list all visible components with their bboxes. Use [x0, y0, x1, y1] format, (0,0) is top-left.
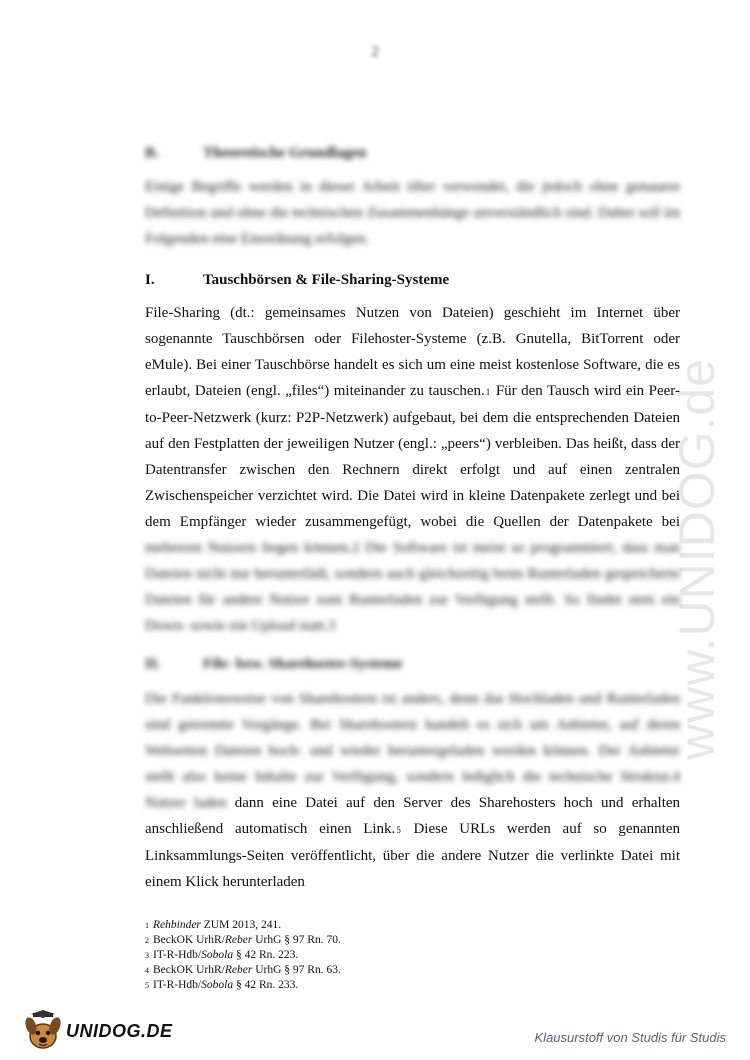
slogan: Klausurstoff von Studis für Studis: [534, 1030, 726, 1045]
section-1-text-a: File-Sharing (dt.: gemeinsames Nutzen von Dateien) geschieht im Internet über sogenannte Tauschbörsen oder Filehoster-Systeme (z.B. Gnutella, BitTorrent oder eMule). Bei einer Tauschbörse handelt es sich um eine meist kostenlose Software, die es erlaubt, Dateien (engl. „files“) miteinander zu tauschen.: [145, 305, 680, 399]
footnote-prefix: BeckOK UrhR/: [153, 964, 225, 976]
section-b-heading: [145, 145, 366, 162]
footnote-ref-1: 1: [485, 387, 491, 397]
page-number: 2: [371, 44, 379, 60]
section-1-heading: [145, 272, 449, 289]
watermark-text: www.UNIDOG.de: [669, 358, 725, 760]
section-b-number: B.: [145, 145, 159, 161]
section-2-blurred-text: Die Funktionsweise von Sharehostern ist anders, denn das Hochladen und Runterladen sind getrennte Vorgänge. Bei Sharehostern handelt es sich um Anbieter, auf deren Webseiten Dateien hoch- und wieder heruntergeladen werden können. Der Anbieter stellt also keine Inhalte zur Verfügung, sondern lediglich die technische Struktur.4 Nutzer laden: [145, 691, 680, 811]
section-1-blurred-text: mehreren Nutzern liegen können.2 Die Software ist meist so programmiert, dass man Dateien nicht nur herunterlädt, sondern auch gleichzeitig beim Runterladen gespeicherte Dateien für andere Nutzer zum Runterladen zur Verfügung stellt. So findet stets ein Down- sowie ein Upload statt.3: [145, 540, 680, 634]
footnote-rest: UrhG § 97 Rn. 70.: [252, 934, 341, 946]
footnote: [145, 978, 645, 993]
section-2-title: File- bzw. Sharehoster-Systeme: [203, 656, 403, 672]
section-2-heading: [145, 656, 403, 673]
footnote: [145, 918, 645, 933]
footnote-author: Rehbinder: [153, 919, 201, 931]
footnote-author: Reber: [224, 964, 253, 976]
section-1-text-b: Für den Tausch wird ein Peer-to-Peer-Netzwerk (kurz: P2P-Netzwerk) aufgebaut, bei dem die entsprechenden Dateien auf den Festplatten der jeweiligen Nutzer (engl.: „peers“) verbleiben. Das heißt, dass der Datentransfer zwischen den Rechnern direkt erfolgt und auf einen zentralen Zwischenspeicher verzichtet wird. Die Datei wird in kleine Datenpakete zerlegt und bei dem Empfänger wieder zusammengefügt, wobei die Quellen der Datenpakete bei: [145, 383, 680, 530]
footnote: [145, 948, 645, 963]
footnote-rest: UrhG § 97 Rn. 63.: [252, 964, 341, 976]
footnote-author: Sobola: [201, 979, 234, 991]
section-2-text-a: dann eine Datei auf den Server des Sharehosters hoch und erhalten anschließend automatisch einen Link.: [145, 795, 681, 837]
footnote-number: 5: [145, 981, 149, 990]
footnote-rest: § 42 Rn. 233.: [233, 979, 299, 991]
footnote-number: 2: [145, 936, 149, 945]
footnote-rest: ZUM 2013, 241.: [200, 919, 282, 931]
section-2-paragraph: [145, 686, 680, 895]
footnote-author: Reber: [224, 934, 253, 946]
footnote-prefix: BeckOK UrhR/: [153, 934, 225, 946]
footnote-number: 3: [145, 951, 149, 960]
footnote-rest: § 42 Rn. 223.: [233, 949, 299, 961]
section-1-number: I.: [145, 272, 155, 288]
unidog-logo[interactable]: [22, 1010, 182, 1052]
dog-icon: [22, 1010, 64, 1052]
footnote: [145, 963, 645, 978]
footnote-author: Sobola: [201, 949, 234, 961]
section-1-title: Tauschbörsen & File-Sharing-Systeme: [203, 272, 450, 288]
section-b-paragraph: Einige Begriffe werden in dieser Arbeit öfter verwendet, die jedoch ohne genauere Definition und ohne die technischen Zusammenhänge unverständlich sind. Daher soll im Folgenden eine Einordnung erfolgen.: [145, 179, 680, 247]
section-2-number: II.: [145, 656, 161, 672]
footnote-ref-5: 5: [396, 825, 401, 835]
footnotes: [145, 918, 645, 993]
footnote: [145, 933, 645, 948]
section-2-text-b: Diese URLs werden auf so genannten Linksammlungs-Seiten veröffentlicht, über die andere Nutzer die verlinkte Datei mit einem Klick herunterladen: [145, 821, 680, 890]
footnote-number: 1: [145, 921, 149, 930]
logo-text: UNIDOG.DE: [66, 1020, 173, 1041]
footnote-prefix: IT-R-Hdb/: [153, 979, 202, 991]
section-b-title: Theoretische Grundlagen: [203, 145, 367, 161]
footnote-prefix: IT-R-Hdb/: [153, 949, 202, 961]
footnote-number: 4: [145, 966, 149, 975]
section-1-paragraph: [145, 300, 680, 639]
